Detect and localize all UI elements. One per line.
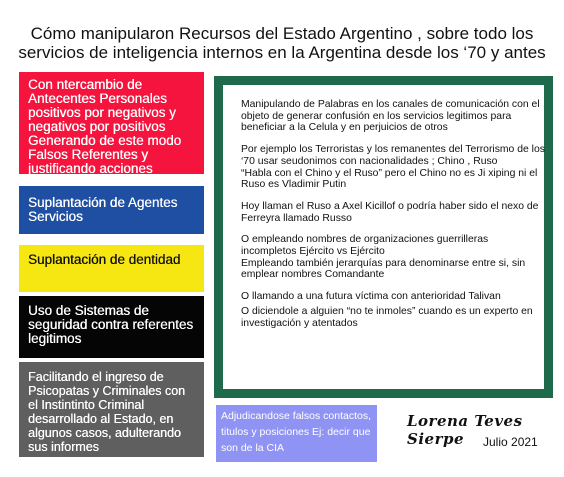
box-suplantacion-agentes: Suplantación de Agentes Servicios — [19, 186, 204, 234]
box-suplantacion-identidad: Suplantación de dentidad — [19, 245, 204, 292]
green-panel-content — [241, 99, 545, 339]
paragraph-talivan: O llamando a una futura víctima con anterioridad Talivan — [241, 291, 501, 303]
page-title: Cómo manipularon Recursos del Estado Argentino , sobre todo los servicios de inteligencia internos en la Argentina desde los ‘70 y antes — [18, 24, 546, 62]
paragraph-ruso-kicillof: Hoy llaman el Ruso a Axel Kicillof o podría haber sido el nexo de Ferreyra llamado Russo — [241, 200, 539, 224]
paragraph-manipulando-palabras: Manipulando de Palabras en los canales de comunicación con el objeto de generar confusión en los servicios legitimos para beneficiar a la Celula y en perjuicios de otros — [241, 99, 540, 134]
box-sistemas-seguridad: Uso de Sistemas de seguridad contra referentes legitimos — [19, 296, 204, 358]
box-falsos-contactos: Adjudicandose falsos contactos, titulos y posiciones Ej: decir que son de la CIA — [216, 405, 377, 462]
date-label: Julio 2021 — [483, 435, 538, 449]
box-intercambio-antecedentes: Con ntercambio de Antecentes Personales positivos por negativos y negativos por positivos Generando de este modo Falsos Referentes y justificando acciones — [19, 72, 204, 174]
box-psicopatas-criminales: Facilitando el ingreso de Psicopatas y Criminales con el Instintinto Criminal desarrollado al Estado, en algunos casos, adulterando sus informes — [19, 362, 204, 457]
paragraph-organizaciones: O empleando nombres de organizaciones guerrilleras incompletos Ejército vs Ejército Empleando también jerarquías para denominarse entre si, sin emplear nombres Comandante — [241, 234, 526, 281]
paragraph-seudonimos: Por ejemplo los Terroristas y los remanentes del Terrorismo de los ‘70 usar seudonimos con nacionalidades ; Chino , Ruso “Habla con el Chino y el Ruso” pero el Chino no es Ji xiping ni el Ruso es Vladimir Putin — [241, 144, 545, 191]
paragraph-no-te-inmoles: O diciendole a alguien “no te inmoles” cuando es un experto en investigación y atentados — [241, 305, 533, 329]
author-signature: Lorena Teves Sierpe — [407, 412, 523, 448]
green-framed-panel — [214, 76, 553, 398]
